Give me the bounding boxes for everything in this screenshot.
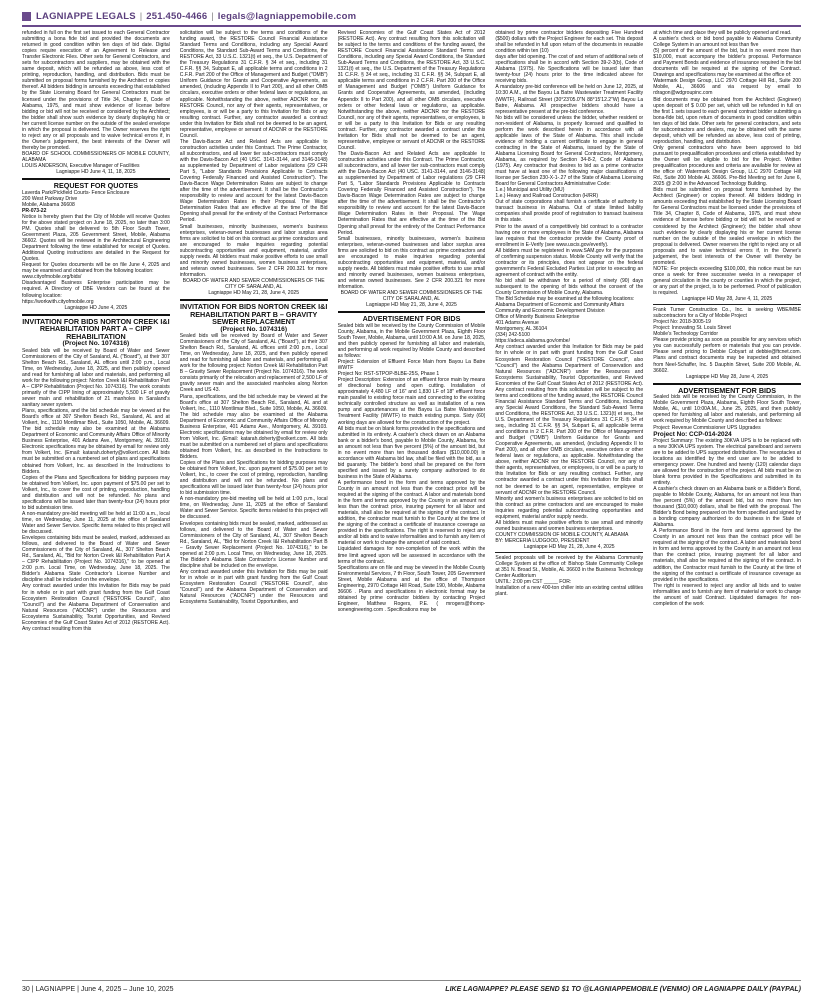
notice-paragraph: at which time and place they will be publicly opened and read. bbox=[653, 30, 792, 36]
header-phone: 251.450-4466 bbox=[146, 10, 208, 22]
notice-title: ADVERTISEMENT FOR BIDS bbox=[678, 385, 776, 395]
notice-paragraph: (5) percent of the amount of the bid, but in no event more than $10,000, must accompany the bidder's proposal. Performance and Payment Bonds and evidence of insurance required in the bid documents will be required at the signing of the Contract. Drawings and specifications may be examined at the office of: bbox=[653, 48, 801, 79]
notice-paragraph: Liquidated damages for non-completion of the work within the time limit agreed upon will be assessed in accordance with the terms of the contract. bbox=[337, 546, 486, 565]
notice-paragraph: Prior to the award of a competitively bid contract to a contractor having one or more employees in the State of Alabama, Alabama law requires that the contractor provide the County proof of enrollment in E-Verify (see www.uscis.gov/everify). bbox=[495, 223, 644, 248]
notice-divider bbox=[22, 314, 170, 316]
notice-paragraph: Frank Turner Construction Co., Inc. is seeking WBE/MBE subcontractors for a City of Mobile Project bbox=[653, 307, 801, 320]
notice-paragraph: A non-mandatory pre-bid meeting will be held at 11:00 a.m., local time, on Wednesday, June 11, 2025 at the office of Saraland Water and Sewer Service. Specific items related to this project will be discussed. bbox=[22, 510, 170, 536]
notice-paragraph: LOUIS ANDERSON, Executive Manager of Facilities bbox=[22, 163, 140, 170]
notice-title: ADVERTISEMENT FOR BIDS bbox=[362, 314, 461, 324]
notice-paragraph: Mobile, Alabama 36608 bbox=[22, 201, 75, 208]
notice-paragraph: Community and Economic Development Division bbox=[495, 308, 605, 315]
notice-paragraph: A mandatory pre-bid conference will be held on June 12, 2025, at 10:30 A.M., at the Bayou La Batre Wastewater Treatment Facility (WWTF), Railroad Street (30°23'05.0"N 88°15'12.2"W) Bayou La Batre, Alabama. All prospective bidders should have a representative present at the pre-bid conference. bbox=[495, 84, 644, 115]
notice-paragraph: Bid documents may be obtained from the Architect (Engineer) upon deposit of $ 0.00 per set, which will be refunded in full on the first 1 sets issued to each general contract bidder submitting a bona-fide bid, upon return of documents in good condition within ten days of bid date. Other sets for general contractors, and sets for subcontractors and dealers, may be obtained with the same deposit, which will be refunded as above, less cost of printing, reproduction, handling, and distribution. bbox=[653, 96, 801, 145]
notice-title: REQUEST FOR QUOTES bbox=[53, 181, 139, 191]
notice-paragraph: Sealed bids will be received by the County Commission, in the Mobile Government Plaza, Alabama, Eighth Floor South Tower, Mobile, AL, until 10:00A.M., June 25, 2025, and then publicly opened for furnishing all labor and materials, and performing all work required by Mobile County and described as follows: bbox=[653, 394, 801, 425]
notice-paragraph: BOARD OF SCHOOL COMMISSIONERS OF MOBILE COUNTY, ALABAMA bbox=[22, 150, 170, 163]
notice-paragraph: Project No: 2018-3005-19 bbox=[653, 319, 711, 326]
notice-divider bbox=[22, 178, 170, 180]
notice-paragraph: Laverda Park/Pickfield Courts- Fence Enclosure bbox=[22, 189, 130, 196]
notice-paragraph: A performance bond in the form and terms approved by the County in an amount not less than the contract price will be required at the signing of the contract. A labor and materials bond in the form and terms approved by the County in an amount not less than the contract price, insuring payment for all labor and materials, shall also be required at the signing of the contract. In addition, the contractor must furnish to the County at the time of the signing of the contract a certificate of insurance coverage as provided in the specifications. The right is reserved to reject any and/or all bids and to waive informalities and to furnish any item of material or work to change the amount of said contract. bbox=[337, 479, 486, 547]
notice-separator bbox=[495, 552, 643, 553]
notice-paragraph: days after bid opening. The cost of and return of additional sets of specifications shall be in accord with Section 39-2-3(b), Code of Alabama (1975). No Specifications will be issued later than twenty-four (24) hours prior to the time indicated above for receiving bids. bbox=[495, 54, 644, 85]
notice-paragraph: obtained by prime contractor bidders depositing Five Hundred ($500) dollars with the Project Engineer for each set. This deposit shall be refunded in full upon return of the documents in reusable condition within ten (10) bbox=[495, 30, 644, 55]
notice-paragraph: Any contract awarded under this Invitation for Bids may be paid for in whole or in part with grant funding from the Gulf Coast Ecosystem Restoration Council ("RESTORE Council", also "Council") and the Alabama Department of Conservation and Natural Resources ("ADCNR") under the Resources and Ecosystems Sustainability, Tourist Opportunities, and Revived Economies of the Gulf Coast States Act of 2012 (RESTORE Act). Any contract resulting from this solicitation will be subject to the terms and conditions of the funding award, the RESTORE Council Financial Assistance Standard Terms and Conditions, including any Special Award Conditions, the Standard Sub-Award Terms and Conditions, the RESTORE Act, 33 U.S.C. 1321(t) et seq., the U.S. Department of the Treasury Regulations 31 C.F.R. § 34 et seq., including 31 C.F.R. §§ 34, Subpart E, all applicable terms and conditions in 2 C.F.R. Part 200 of the Office of Management and Budget ("OMB") Uniform Guidance for Grants and Cooperative Agreements, as amended, (including Appendix II to Part 200), and all other OMB circulars, executive orders or other federal laws or regulations, as applicable. Notwithstanding the above, neither ADCNR nor the RESTORE Council, nor any of their agents, representatives, or employees, is or will be a party to this Invitation for Bids or any resulting contract. Further, any contractor awarded a contract under this Invitation for Bids shall not be deemed to be an agent, representative, employee or servant of ADCNR or the RESTORE Council. bbox=[495, 344, 644, 496]
notice-divider bbox=[653, 383, 801, 385]
notice-paragraph: Sealed proposals will be received by the Alabama Community College System at the office of: Bishop State Community College at 351 N. Broad St., Mobile, AL 36603 in the Business Technology Center Auditorium bbox=[495, 555, 644, 580]
notice-paragraph: COUNTY COMMISSION OF MOBILE COUNTY, ALABAMA bbox=[495, 531, 629, 538]
notice-paragraph: All bids must be on blank forms provided in the specifications and submitted in its entirety. A cashier's check drawn on an Alabama bank or a bidder's bond, payable to Mobile County, Alabama, for an amount not less than five percent (5%) of the amount bid, but in no event more than ten thousand dollars ($10,000.00) in accordance with Alabama bid law, shall be filed with the bid, as a bid guaranty. The bidder's bond shall be prepared on the form specified and issued by a surety company authorized to do business in the State of Alabama. bbox=[337, 425, 486, 480]
notice-paragraph: Request for Quotes documents will be on file June 4, 2025 and may be examined and obtained from the following location: bbox=[22, 262, 170, 275]
notice-paragraph: solicitation will be subject to the terms and conditions of the funding award, the RESTORE Council Financial Assistance Standard Terms and Conditions, including any Special Award Conditions, the Standard Sub-Award Terms and Conditions, the RESTORE Act, 33 U.S.C. 1321(t) et seq., the U.S. Department of the Treasury Regulations 31 C.F.R. § 34 et seq., including 31 C.F.R. §§ 34, Subpart E, all applicable terms and conditions in 2 C.F.R. Part 200 of the Office of Management and Budget ("OMB") Uniform Guidance for Grants and Cooperative Agreements, as amended, (including Appendix II to Part 200), and all other OMB circulars, executive orders or other federal laws or regulations, as applicable. Notwithstanding the above, neither ADCNR nor the RESTORE Council, nor any of their agents, representatives, or employees, is or will be a party to this Invitation for Bids or any resulting contract. Further, any contractor awarded a contract under this Invitation for Bids shall not be deemed to be an agent, representative, employee or servant of ADCNR or the RESTORE Council. bbox=[179, 30, 328, 139]
notice-paragraph: Notice is hereby given that the City of Mobile will receive Quotes for the above stated project on June 18, 2025, no later than 3:00 PM. Quotes shall be delivered to 5th Floor South Tower, Government Plaza, 205 Government Street, Mobile, Alabama 36602. Quotes will be reviewed in the Architectural Engineering Department following the time established for receipt of Quotes. Additional Quoting instructions are detailed in the Request for Quotes. bbox=[22, 213, 170, 263]
header-separator: | bbox=[211, 10, 214, 22]
brand-square-icon bbox=[22, 12, 31, 21]
notice-paragraph: A non-mandatory pre-bid meeting will be held at 1:00 p.m., local time, on Wednesday, June 11, 2025 at the office of Saraland Water and Sewer Service. Specific items related to this project will be discussed. bbox=[179, 496, 328, 521]
notice-paragraph: The Davis-Bacon Act and Related Acts are applicable to construction activities under this Contract. The Prime Contractor, all subcontractors, and all lower tier sub-contractors must comply with the Davis-Bacon Act (40 USC. 3141-3144, and 3146-3148) as supplemented by Department of Labor regulations (29 CFR Part 5, "Labor Standards Provisions Applicable to Contracts Covering Federally Financed and Assisted Construction"). The Davis-Bacon Wage Determination Rates are subject to change after the time of the advertisement. It shall be the Contractor's responsibility to review and account for the latest Davis-Bacon Wage Determination Rates in their Proposal. The Wage Determination Rates that are effective at the time of the Bid Opening shall prevail for the entirety of the Contract Performance Period. bbox=[179, 138, 328, 224]
notice-paragraph: Plans, specifications, and the bid schedule may be viewed at the Board's office at 307 Shelton Beach Rd., Saraland, AL and at Volkert, Inc., 1110 Montlimar Blvd., Suite 1050, Mobile, AL 36609. The bid schedule may also be examined at the Alabama Department of Economic and Community Affairs Office of Minority Business Enterprise, 401 Adams Ave., Montgomery, AL 39103. Electronic specifications may be obtained by email for review only from Volkert, Inc. (Email: katarah.doherty@volkert.com. All bids must be submitted on a numbered set of plans and specifications obtained from Volkert, Inc. as described in the Instructions to Bidders. bbox=[179, 393, 328, 460]
project-subtitle: (Project No. 1074316) bbox=[220, 325, 288, 333]
notice-paragraph: UNTIL: 2:00 pm CST _____ FOR: bbox=[495, 579, 572, 586]
notice-signature: Lagniappe HD June 4, 2025 bbox=[64, 304, 128, 311]
notice-paragraph: All bidders must be registered in www.SAM.gov for the purposes of confirming suspension status. Mobile County will verify that the contractor or its principles, does not appear on the federal government's Federal Excluded Parties List prior to executing an agreement of contract with the entity. bbox=[495, 247, 644, 278]
project-subtitle: (Project No. 1074316) bbox=[62, 340, 130, 348]
project-code: PR-073-22 bbox=[22, 207, 47, 214]
column-2 bbox=[180, 30, 328, 970]
notice-signature: Lagniappe HD May 21, 28, June 4, 2025 bbox=[523, 543, 615, 550]
notice-signature: Lagniappe HD May 21, 28, June 4, 2025 bbox=[366, 302, 457, 309]
notice-paragraph: All bidders must make positive efforts to use small and minority owned businesses and women business enterprises. bbox=[495, 519, 644, 532]
column-5 bbox=[653, 30, 801, 970]
notice-paragraph: The right is reserved to reject any and/or all bids and to waive informalities and to furnish any item of material or work to change the amount of said Contract. Liquidated damages for non-completion of the work bbox=[653, 582, 801, 607]
notice-paragraph: Sealed bids will be received by the County Commission of Mobile County, Alabama, in the Mobile Government Plaza, Eighth Floor South Tower, Mobile, Alabama, until 10:00 A.M. on June 18, 2025, and then publicly opened for furnishing all labor and materials, and performing all work required by Mobile County and described as follows: bbox=[337, 322, 486, 359]
notice-signature: Lagniappe HD May 28, June 4, 2025 bbox=[685, 373, 769, 380]
notice-paragraph: refunded in full on the first set issued to each General Contractor submitting a bona fide bid and provided the documents are returned in good condition within ten days of bid date. Digital copies require execution of an Agreement to Release and Transfer Electronic Files. Other sets for General Contractors, and sets for subcontractors and suppliers, may be obtained with the same deposit, which will be refunded as above, less cost of printing, reproduction, handling, and distribution. Bids must be submitted on proposal forms furnished by the Architect or copies thereof. All bidders bidding in amounts exceeding that established by the State Licensing Board for General Contractors must be licensed under the provisions of Title 34, Chapter 8, Code of Alabama, 1975, and must show evidence of license before bidding or bid will not be received or considered by the Architect; the bidder shall show such evidence by clearly displaying his or her current license number on the outside of the sealed envelope in which the proposal is delivered. The Owner reserves the right to reject any or all proposals and to waive technical errors if, in the Owner's judgement, the best interests of the Owner will thereby be promoted. bbox=[22, 30, 170, 151]
notice-paragraph: Mobile's Technology Corridor bbox=[653, 331, 719, 338]
notice-paragraph: (334) 242-5100 bbox=[495, 332, 530, 339]
footer-folio: 30 | LAGNIAPPE | June 4, 2025 – June 10, 2025 bbox=[22, 985, 174, 993]
notice-paragraph: Project: Extension of Effluent Force Main from Bayou La Batre WWTF bbox=[337, 359, 486, 372]
publication-name: LAGNIAPPE LEGALS bbox=[36, 10, 136, 22]
notice-paragraph: 401 Adams Avenue bbox=[495, 320, 539, 327]
notice-paragraph: NOTE: For projects exceeding $100,000, this notice must be run once a week for three successive weeks in a newspaper of general circulation in the county or counties in which the project, or any part of the project, is to be performed. Proof of publication is required. bbox=[653, 265, 801, 297]
notice-paragraph: Small businesses, minority businesses, women's business enterprises, veteran-owned businesses and labor surplus area firms are solicited to bid on this contract as prime contractors and are encouraged to make inquiries regarding potential subcontracting opportunities and equipment, material, and/or supply needs. All bidders must make positive efforts to use small and minority owned businesses, women business enterprises, and veteran owned businesses. See 2 CFR 200.321 for more information. bbox=[179, 223, 328, 278]
notice-paragraph: Project Summary: The existing 30KVA UPS is to be replaced with a new 30KVA UPS system. The electrical panelboard and servers are to be added to UPS supported distribution. The receptacles at locations as identified by the end user are to be added to emergency power. One hundred and twenty (120) calendar days are allowed for the construction of the project. All bids must be on blank forms provided in the Specifications and submitted in its entirety. bbox=[653, 437, 801, 486]
notice-paragraph: Installation of a new 400-ton chiller into an existing central utilities plant. bbox=[495, 585, 644, 598]
page-footer bbox=[22, 980, 801, 995]
notice-paragraph: Office of Minority Business Enterprise bbox=[495, 314, 580, 321]
notice-paragraph: No bid shall be withdrawn for a period of ninety (90) days subsequent to the opening of bids without the consent of the County Commission of Mobile County, Alabama. bbox=[495, 277, 644, 297]
header-rule bbox=[22, 25, 801, 27]
notice-signature: Lagniappe HD June 4, 11, 18, 2025 bbox=[56, 169, 136, 176]
notice-paragraph: BY: MERCERIA LUDGOOD, PRESIDENT bbox=[495, 537, 590, 544]
header-separator: | bbox=[139, 10, 143, 22]
notice-paragraph: Minority and women's business enterprises are solicited to bid on this contract as prime contractors and are encouraged to make inquiries regarding potential subcontracting opportunities and equipment, material and/or supply needs. bbox=[495, 495, 644, 520]
notice-paragraph: Any contract awarded under this Invitation for Bids may be paid for in whole or in part with grant funding from the Gulf Coast Ecosystem Restoration Council ("RESTORE Council", also "Council") and the Alabama Department of Conservation and Natural Resources ("ADCNR") under the Resources and Ecosystems Sustainability, Tourist Opportunities, and bbox=[179, 568, 328, 606]
notice-paragraph: www.cityofmobile.org/bids/ bbox=[22, 274, 82, 281]
notice-paragraph: https://adeca.alabama.gov/ombe/ bbox=[495, 338, 571, 345]
notice-signature: Lagniappe HD May 21, 28, June 4, 2025 bbox=[208, 290, 300, 297]
legal-columns bbox=[22, 30, 801, 970]
notice-paragraph: Only general contractors who have been approved to bid pursuant to prequalification procedures and criteria established by the Owner will be eligible to bid for the Project. Written prequalification procedures and criteria are available for review at the office of: Watermark Design Group, LLC 2970 Cottage Hill Rd., Suite 200 Mobile AL 36606. Pre-Bid Meeting set for June 6, 2025 @ 2:00 in the Advanced Technology Building. bbox=[653, 144, 801, 188]
page-header bbox=[22, 8, 801, 24]
notice-paragraph: Specifications are on file and may be viewed in the Mobile County Environmental Services, 7 th Floor, South Tower, 205 Government Street, Mobile Alabama and at the office of Thompson Engineering, 2970 Cottage Hill Road, Suite 190, Mobile, Alabama 36606 . Plans and specifications in electronic format may be obtained by prime contractor bidders by contacting Project Engineer, Matthew Rogers, P.E. ( mrogers@thomp-sonengineering.com . Specifications may be bbox=[337, 564, 486, 613]
notice-paragraph: Copies of the Plans and Specifications for bidding purposes may be obtained from Volkert, Inc. upon payment of $75.00 per set to Volkert, Inc., to cover the cost of printing, reproduction, handling and distribution and will not be refunded. No plans and specifications will be issued later than twenty-four (24) hours prior to bid submission time. bbox=[179, 460, 328, 497]
notice-paragraph: Small businesses, minority businesses, women's business enterprises, veteran-owned businesses and labor surplus area firms are solicited to bid on this contract as prime contractors and are encouraged to make inquiries regarding potential subcontracting opportunities and equipment, material, and/or supply needs. All bidders must make positive efforts to use small and minority owned businesses, women business enterprises, and veteran owned businesses. See 2 CFR 200.321 for more information. bbox=[337, 235, 486, 290]
notice-paragraph: Sealed bids will be received by Board of Water and Sewer Commissioners of the City of Saraland, AL ("Board"), at their 307 Shelton Beach Rd., Saraland, AL offices until 2:00 p.m., Local Time, on Wednesday, June 18, 2025, and then publicly opened and read for furnishing all labor and materials, and performing all work for the following project: Norton Creek I&I Rehabilitation Part A – CIPP Rehabilitation (Project No. 1074316). The work consists primarily of the CIPP lining of approximately 5,500 LF of gravity sewer main and rehabilitation of 21 manholes in Saraland's sanitary sewer system. bbox=[22, 347, 170, 409]
notice-paragraph: Watermark Design Group, LLC 2970 Cottage Hill Rd., Suite 200 Mobile, AL, 36606 and via request by email to rdragon@wdgroupinc.com bbox=[653, 78, 801, 97]
column-4 bbox=[495, 30, 643, 970]
notice-paragraph: Envelopes containing bids must be sealed, marked, addressed as follows, and delivered to the Board of Water and Sewer Commissioners of the City of Saraland, AL, 307 Shelton Beach Rd., Saraland, AL, "Bid for Norton Creek I&I Rehabilitation Part B – Gravity Sewer Replacement (Project No. 1074316)," to be opened at 2:00 p.m. Local Time, on Wednesday, June 18, 2025. The Bidder's Alabama State Contractor's License Number and discipline shall be included on the envelope. bbox=[179, 520, 328, 569]
notice-paragraph: Copies of the Plans and Specifications for bidding purposes may be obtained from Volkert, Inc. upon payment of $75.00 per set to Volkert, Inc., to cover the cost of printing, reproduction, handling and distribution and will not be refunded. No plans and specifications will be issued later than twenty-four (24) hours prior to bid submission time. bbox=[22, 474, 170, 511]
notice-paragraph: Any contract awarded under this Invitation for Bids may be paid for in whole or in part with grant funding from the Gulf Coast Ecosystem Restoration Council ("RESTORE Council", also "Council") and the Alabama Department of Conservation and Natural Resources ("ADCNR") under the Resources and Ecosystems Sustainability, Tourist Opportunities, and Revived Economies of the Gulf Coast States Act of 2012 (RESTORE Act). Any contract resulting from this bbox=[22, 583, 170, 632]
notice-paragraph: Plans, specifications, and the bid schedule may be viewed at the Board's office at 307 Shelton Beach Rd., Saraland, AL and at Volkert, Inc., 1110 Montlimar Blvd., Suite 1050, Mobile, AL 36609. The bid schedule may also be examined at the Alabama Department of Economic and Community Affairs Office of Minority Business Enterprise, 401 Adams Ave., Montgomery, AL 39103. Electronic specifications may be obtained by email for review only from Volkert, Inc. (Email: katarah.doherty@volkert.com. All bids must be submitted on a numbered set of plans and specifications obtained from Volkert, Inc. as described in the Instructions to Bidders. bbox=[22, 408, 170, 475]
notice-paragraph: 200 West Parkway Drive bbox=[22, 195, 78, 202]
notice-paragraph: A cashier's check or bid bond payable to Alabama Community College System in an amount not less than five bbox=[653, 36, 801, 49]
notice-separator bbox=[653, 304, 801, 305]
notice-paragraph: Revived Economies of the Gulf Coast States Act of 2012 (RESTORE Act). Any contract resulting from this solicitation will be subject to the terms and conditions of the funding award, the RESTORE Council Financial Assistance Standard Terms and Conditions, including any Special Award Conditions, the Standard Sub-Award Terms and Conditions, the RESTORE Act, 33 U.S.C. 1321(t) et seq., the U.S. Department of the Treasury Regulations 31 C.F.R. § 34 et seq., including 31 C.F.R. §§ 34, Subpart E, all applicable terms and conditions in 2 C.F.R. Part 200 of the Office of Management and Budget ("OMB") Uniform Guidance for Grants and Cooperative Agreements, as amended, (including Appendix II to Part 200), and all other OMB circulars, executive orders or other federal laws or regulations, as applicable. Notwithstanding the above, neither ADCNR nor the RESTORE Council, nor any of their agents, representatives, or employees, is or will be a party to this Invitation for Bids or any resulting contract. Further, any contractor awarded a contract under this Invitation for Bids shall not be deemed to be an agent, representative, employee or servant of ADCNR or the RESTORE Council. bbox=[337, 30, 486, 151]
notice-title: INVITATION FOR BIDS NORTON CREEK I&I REHABILITATION PART B – GRAVITY SEWER REPLACEMENT bbox=[180, 302, 328, 327]
notice-signature: BOARD OF WATER AND SEWER COMMISSIONERS OF THE CITY OF SARALAND, AL bbox=[340, 290, 483, 303]
notice-paragraph: 1.e.) Municipal and Utility (MU) bbox=[495, 187, 565, 194]
column-3 bbox=[338, 30, 486, 970]
notice-divider bbox=[180, 299, 328, 301]
notice-divider bbox=[338, 311, 486, 313]
notice-paragraph: Alabama Department of Economic and Community Affairs bbox=[495, 302, 625, 309]
notice-paragraph: Bids must be submitted on proposal forms furnished by the Architect (Engineer) or copies thereof. All bidders bidding in amounts exceeding that established by the State Licensing Board for General Contractors must be licensed under the provisions of Title 34, Chapter 8, Code of Alabama, 1975, and must show evidence of license before bidding or bid will not be received or considered by the Architect (Engineer); the bidder shall show such evidence by clearly displaying his or her current license number on the outside of the sealed envelope in which the proposal is delivered. Owner reserves the right to reject any or all proposals and to waive technical errors if, in the Owner's judgement, the best interests of the Owner will thereby be promoted. bbox=[653, 187, 801, 266]
notice-paragraph: No bids will be considered unless the bidder, whether resident or non-resident of Alabama, is properly licensed and qualified to perform the work described herein in accordance with all applicable laws of the State of Alabama. This shall include evidence of holding a current certificate to engage in general contracting in the State of Alabama, issued by the State of Alabama Licensing Board for General Contractors, Montgomery, Alabama, as required by Section 34-8-2, Code of Alabama (1975). Any contractor that desires to bid as a prime contractor must have at least one of the following major classifications of license per Section 230-X-1-.27 of the State of Alabama Licensing Board for General Contractors Administrative Code: bbox=[495, 114, 644, 188]
notice-paragraph: The Bid Schedule may be examined at the following locations: bbox=[495, 296, 635, 303]
notice-paragraph: Project Description: Extension of an effluent force main by means of directional boring and open cutting. Installation of approximately 4,480 LF of 16" and 1,830 LF of 18" effluent force main parallel to existing force main and connecting to the existing technically controlled structure as well as installation of a new pump and appurtenances at the Bayou La Batre Wastewater Treatment Facility (WWTF) to match existing pumps. Sixty (60) working days are allowed for the construction of the project. bbox=[337, 377, 486, 426]
notice-paragraph: The Davis-Bacon Act and Related Acts are applicable to construction activities under this Contract. The Prime Contractor, all subcontractors, and all lower tier sub-contractors must comply with the Davis-Bacon Act (40 USC. 3141-3144, and 3146-3148) as supplemented by Department of Labor regulations (29 CFR Part 5, "Labor Standards Provisions Applicable to Contracts Covering Federally Financed and Assisted Construction"). The Davis-Bacon Wage Determination Rates are subject to change after the time of the advertisement. It shall be the Contractor's responsibility to review and account for the latest Davis-Bacon Wage Determination Rates in their Proposal. The Wage Determination Rates that are effective at the time of the Bid Opening shall prevail for the entirety of the Contract Performance Period. bbox=[337, 150, 486, 236]
notice-signature: Lagniappe HD May 28, June 4, 11, 2025 bbox=[681, 296, 773, 303]
notice-title: INVITATION FOR BIDS NORTON CREEK I&I REHABILITATION PART A – CIPP REHABILITATION bbox=[22, 316, 170, 341]
notice-paragraph: Out of state corporations shall furnish a certificate of authority to transact business in Alabama. Out of state limited liability companies shall provide proof of registration to transact business in this state. bbox=[495, 199, 644, 224]
notice-paragraph: Montgomery, AL 36104 bbox=[495, 326, 548, 333]
notice-paragraph: Envelopes containing bids must be sealed, marked, addressed as follows, and delivered to the Board of Water and Sewer Commissioners of the City of Saraland, AL, 307 Shelton Beach Rd., Saraland, AL, "Bid for Norton Creek I&I Rehabilitation Part A – CIPP Rehabilitation (Project No. 1074316)," to be opened at 2:00 p.m. Local Time, on Wednesday, June 18, 2025. The Bidder's Alabama State Contractor's License Number and discipline shall be included on the envelope. bbox=[22, 535, 170, 584]
notice-paragraph: A Performance Bond in the form and terms approved by the County in an amount not less than the contract price will be required at the signing of the contract. A labor and materials bond in form and terms approved by the County in an amount not less than the contract price, insuring payment for all labor and materials, shall also be required at the signing of the contract. In addition, the Contractor must furnish to the County at the time of the signing of the contract a certificate of insurance coverage as provided in the specifications. bbox=[653, 528, 801, 583]
notice-paragraph: Project: Revenue Commissioner UPS Upgrades bbox=[653, 424, 761, 431]
notice-paragraph: Project: Innovating St. Louis Street bbox=[653, 325, 731, 332]
notice-paragraph: A cashier's check drawn on an Alabama bank or a Bidder's Bond, payable to Mobile County, Alabama, for an amount not less than five percent (5%) of the amount bid, but no more than ten thousand ($10,000) dollars, shall be filed with the proposal. The Bidder's Bond being prepared on the form specified and signed by a bonding company authorized to do business in the State of Alabama. bbox=[653, 485, 801, 529]
column-1 bbox=[22, 30, 170, 970]
header-email[interactable]: legals@lagniappemobile.com bbox=[217, 10, 357, 22]
notice-paragraph: Project No: RST-STPOP-BLBE-25S, Phase 1 bbox=[337, 371, 440, 378]
notice-signature: BOARD OF WATER AND SEWER COMMISSIONERS OF THE CITY OF SARALAND, AL bbox=[182, 277, 325, 290]
notice-paragraph: Sealed bids will be received by Board of Water and Sewer Commissioners of the City of Saraland, AL ("Board"), at their 307 Shelton Beach Rd., Saraland, AL offices until 2:00 p.m., Local Time, on Wednesday, June 18, 2025, and then publicly opened and read for furnishing all labor and materials, and performing all work for the following project: Norton Creek I&I Rehabilitation Part B – Gravity Sewer Replacement (Project No. 1074316). The work consists primarily of the relocation and replacement of 2,500 LF of gravity sewer main and the associated manholes along Norton Creek and US 43. bbox=[179, 333, 328, 394]
notice-paragraph: Please provide pricing as soon as possible for any services which you can successfully perform or materials that you can provide. Please send pricing to Debbie Cobyart at debbie@ftcnet.com. Plans and contract documents may be inspected and obtained from Neel-Schaffer, Inc. 5 Dauphin Street, Suite 200 Mobile, AL 36602. bbox=[653, 337, 801, 374]
notice-paragraph: https://workwith.cityofmobile.org bbox=[22, 298, 94, 305]
footer-promo: LIKE LAGNIAPPE? PLEASE SEND $1 TO @LAGNIAPPEMOBILE (VENMO) OR LAGNIAPPE DAILY (PAYPAL) bbox=[445, 985, 801, 993]
project-number: Project No: CCP-014-2024 bbox=[653, 430, 732, 438]
notice-paragraph: 1.e.) Heavy and Railroad Construction (H/RR) bbox=[495, 193, 599, 200]
notice-paragraph: Disadvantaged Business Enterprise participation may be required. A Directory of DBE Vendors can be found at the following location: bbox=[22, 280, 170, 299]
